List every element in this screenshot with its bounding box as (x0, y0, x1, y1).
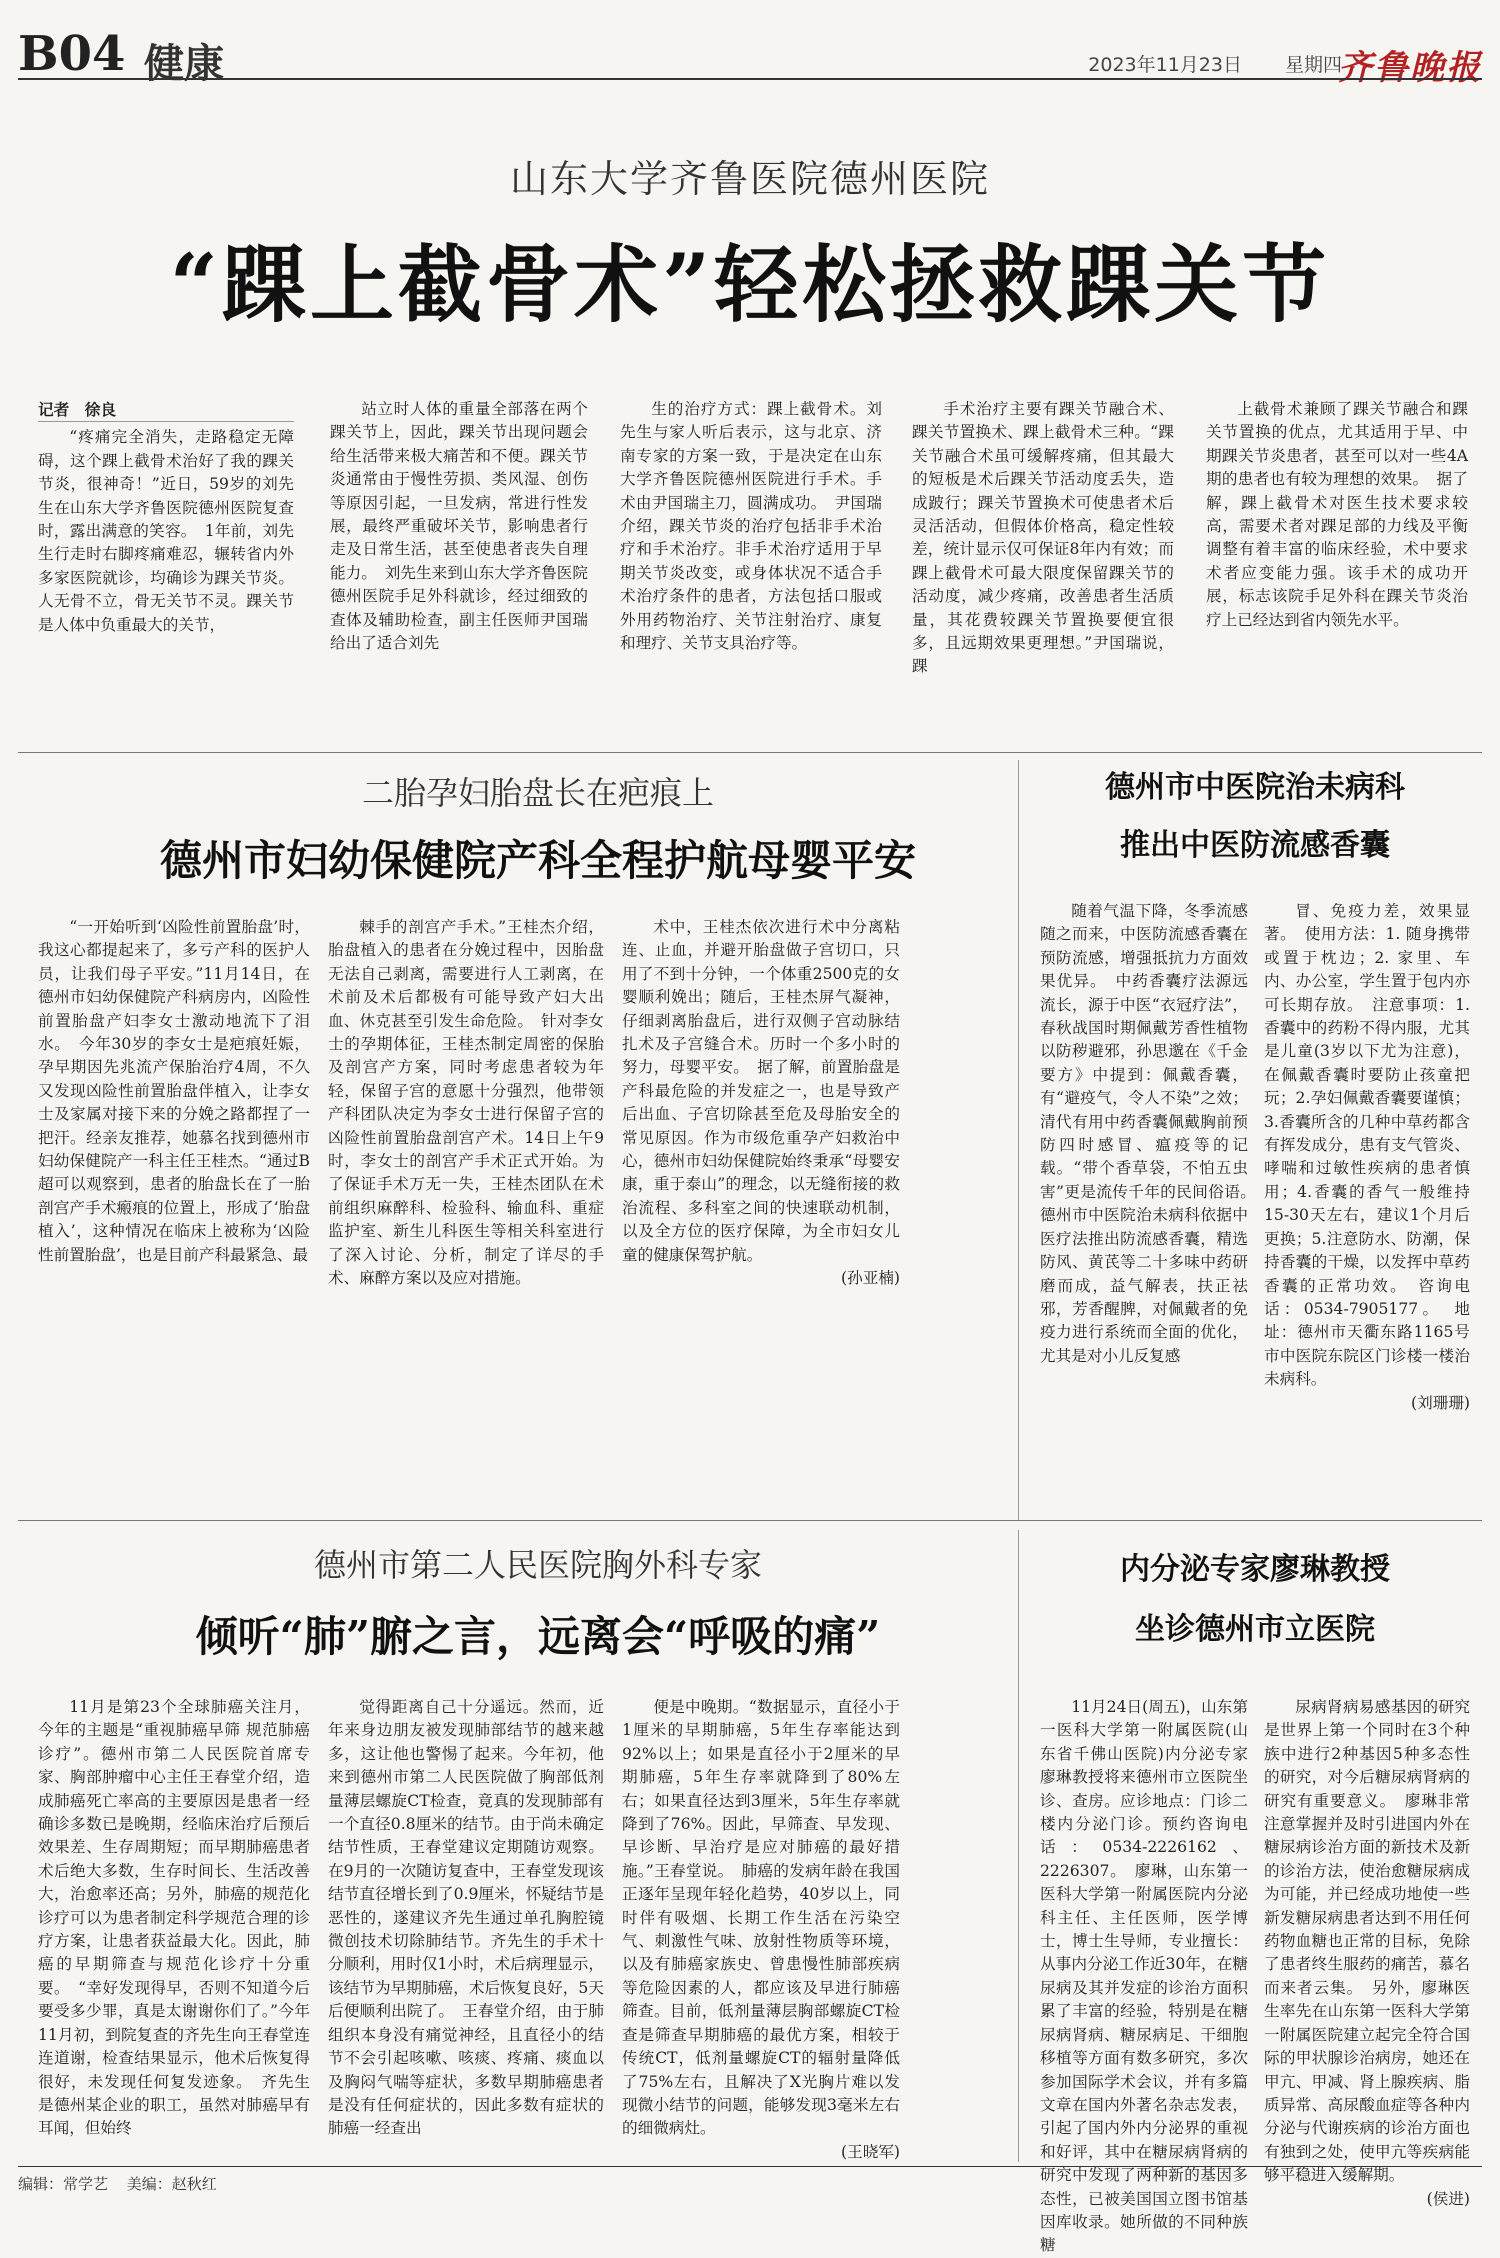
story1-column (38, 398, 294, 746)
story3-author: (刘珊珊) (1411, 1393, 1470, 1412)
story1-column (1206, 398, 1468, 746)
newspaper-logo: 齐鲁晚报 (1338, 48, 1482, 88)
story4-col1-text: 11月是第23个全球肺癌关注月，今年的主题是“重视肺癌早筛 规范肺癌诊疗”。德州市第二人民医院首席专家、胸部肿瘤中心主任王春堂介绍，造成肺癌死亡率高的主要原因是患者一经确诊多数已是晚期，经临床治疗后预后效果差、生存周期短；而早期肺癌患者术后绝大多数，生存时间长、生活改善大，治愈率还高；另外，肺癌的规范化诊疗可以为患者制定科学规范合理的诊疗方案，让患者获益最大化。因此，肺癌的早期筛查与规范化诊疗十分重要。 “幸好发现得早，否则不知道今后要受多少罪，真是太谢谢你们了。”今年11月初，到院复查的齐先生向王春堂连连道谢，检查结果显示，他术后恢复得很好，未发现任何复发迹象。 齐先生是德州某企业的职工，虽然对肺癌早有耳闻，但始终 (38, 1698, 310, 2138)
footer-editor: 编辑：常学艺 (18, 2175, 109, 2193)
footer-designer: 美编：赵秋红 (126, 2175, 217, 2193)
issue-date: 2023年11月23日 (1088, 54, 1242, 76)
story4-column (622, 1696, 900, 2160)
story4-subtitle: 德州市第二人民医院胸外科专家 (313, 1546, 762, 1584)
story2-subtitle: 二胎孕妇胎盘长在疤痕上 (361, 774, 714, 812)
story1-col2-text: 站立时人体的重量全部落在两个踝关节上，因此，踝关节出现问题会给生活带来极大痛苦和不便。踝关节炎通常由于慢性劳损、类风湿、创伤等原因引起，一旦发病，常进行性发展，最终严重破坏关节，影响患者行走及日常生活，甚至使患者丧失自理能力。 刘先生来到山东大学齐鲁医院德州医院手足外科就诊，经过细致的查体及辅助检查，副主任医师尹国瑞给出了适合刘先 (330, 400, 588, 653)
divider (18, 1520, 1482, 1521)
story1-title: “踝上截骨术”轻松拯救踝关节 (169, 235, 1331, 334)
story2-title: 德州市妇幼保健院产科全程护航母婴平安 (159, 836, 916, 885)
story3-column (1040, 900, 1264, 1506)
page-number: B04 (18, 26, 126, 82)
story1-column (620, 398, 882, 746)
story1-byline: 记者 徐良 (38, 398, 294, 422)
story2-col1-text: “一开始听到‘凶险性前置胎盘’时，我这心都提起来了，多亏产科的医护人员，让我们母子平安。”11月14日，在德州市妇幼保健院产科病房内，凶险性前置胎盘产妇李女士激动地流下了泪水。 今年30岁的李女士是疤痕妊娠，孕早期因先兆流产保胎治疗4周，不久又发现凶险性前置胎盘伴植入，让李女士及家属对接下来的分娩之路都捏了一把汗。经亲友推荐，她慕名找到德州市妇幼保健院产一科主任王桂杰。“通过B超可以观察到，患者的胎盘长在了一胎剖宫产手术瘢痕的位置上，形成了‘胎盘植入’，这种情况在临床上被称为‘凶险性前置胎盘’，也是目前产科最紧急、最 (38, 918, 310, 1264)
story5-title-line1: 内分泌专家廖琳教授 (1120, 1552, 1390, 1587)
story4-title: 倾听“肺”腑之言，远离会“呼吸的痛” (195, 1612, 881, 1661)
story1-col5-text: 上截骨术兼顾了踝关节融合和踝关节置换的优点，尤其适用于早、中期踝关节炎患者，甚至可以对一些4A期的患者也有较为理想的效果。 据了解，踝上截骨术对医生技术要求较高，需要术者对踝足部的力线及平衡调整有着丰富的临床经验，术中要求术者应变能力强。该手术的成功开展，标志该院手足外科在踝关节炎治疗上已经达到省内领先水平。 (1206, 400, 1468, 629)
story5-col1-text: 11月24日(周五)，山东第一医科大学第一附属医院(山东省千佛山医院)内分泌专家廖琳教授将来德州市立医院坐诊、查房。应诊地点：门诊二楼内分泌门诊。预约咨询电话：0534-2226162、2226307。 廖琳，山东第一医科大学第一附属医院内分泌科主任、主任医师，医学博士，博士生导师，专业擅长：从事内分泌工作近30年，在糖尿病及其并发症的诊治方面积累了丰富的经验，特别是在糖尿病肾病、糖尿病足、干细胞移植等方面有数多研究，多次参加国际学术会议，并有多篇文章在国内外著名杂志发表，引起了国内外内分泌界的重视和好评，其中在糖尿病肾病的研究中发现了两种新的基因多态性，已被美国国立图书馆基因库收录。她所做的不同种族糖 (1040, 1698, 1248, 2255)
story4-col2-text: 觉得距离自己十分遥远。然而，近年来身边朋友被发现肺部结节的越来越多，这让他也警惕了起来。今年初，他来到德州市第二人民医院做了胸部低剂量薄层螺旋CT检查，竟真的发现肺部有一个直径0.8厘米的结节。由于尚未确定结节性质，王春堂建议定期随访观察。在9月的一次随访复查中，王春堂发现该结节直径增长到了0.9厘米，怀疑结节是恶性的，遂建议齐先生通过单孔胸腔镜微创技术切除肺结节。齐先生的手术十分顺利，用时仅1小时，术后病理显示，该结节为早期肺癌，术后恢复良好，5天后便顺利出院了。 王春堂介绍，由于肺组织本身没有痛觉神经，且直径小的结节不会引起咳嗽、咳痰、疼痛、痰血以及胸闷气喘等症状，多数早期肺癌患者是没有任何症状的，因此多数有症状的肺癌一经查出 (328, 1698, 604, 2138)
story4-col3-text: 便是中晚期。“数据显示，直径小于1厘米的早期肺癌，5年生存率能达到92%以上；如果是直径小于2厘米的早期肺癌，5年生存率就降到了80%左右；如果直径达到3厘米，5年生存率就降到了76%。因此，早筛查、早发现、早诊断、早治疗是应对肺癌的最好措施。”王春堂说。 肺癌的发病年龄在我国正逐年呈现年轻化趋势，40岁以上，同时伴有吸烟、长期工作生活在污染空气、刺激性气味、放射性物质等环境，以及有肺癌家族史、曾患慢性肺部疾病等危险因素的人，都应该及早进行肺癌筛查。目前，低剂量薄层胸部螺旋CT检查是筛查早期肺癌的最优方案，相较于传统CT，低剂量螺旋CT的辐射量降低了75%左右，且解决了X光胸片难以发现微小结节的问题，能够发现3毫米左右的细微病灶。 (622, 1698, 900, 2138)
story2-col3-text: 术中，王桂杰依次进行术中分离粘连、止血，并避开胎盘做子宫切口，只用了不到十分钟，一个体重2500克的女婴顺利娩出；随后，王桂杰屏气凝神，仔细剥离胎盘后，进行双侧子宫动脉结扎术及子宫缝合术。历时一个多小时的努力，母婴平安。 据了解，前置胎盘是产科最危险的并发症之一，也是导致产后出血、子宫切除甚至危及母胎安全的常见原因。作为市级危重孕产妇救治中心，德州市妇幼保健院始终秉承“母婴安康，重于泰山”的理念，以无缝衔接的救治流程、多科室之间的快速联动机制，以及全方位的医疗保障，为全市妇女儿童的健康保驾护航。 (622, 918, 900, 1264)
issue-weekday: 星期四 (1284, 54, 1342, 76)
story2-author: (孙亚楠) (841, 1269, 900, 1288)
story5-column (1264, 1696, 1470, 2208)
story5-title-line2: 坐诊德州市立医院 (1135, 1612, 1375, 1647)
story3-column (1264, 900, 1470, 1506)
story5-col2-text: 尿病肾病易感基因的研究是世界上第一个同时在3个种族中进行2种基因5种多态性的研究，对今后糖尿病肾病的研究有重要意义。 廖琳非常注意掌握并及时引进国内外在糖尿病诊治方面的新技术及新的诊治方法，使治愈糖尿病成为可能，并已经成功地使一些新发糖尿病患者达到不用任何药物血糖也正常的目标，免除了患者终生服药的痛苦，慕名而来者云集。 另外，廖琳医生率先在山东第一医科大学第一附属医院建立起完全符合国际的甲状腺诊治病房，她还在甲亢、甲减、肾上腺疾病、脂质异常、高尿酸血症等各种内分泌与代谢疾病的诊治方面也有独到之处，使甲亢等疾病能够平稳进入缓解期。 (1264, 1698, 1470, 2185)
story3-col1-text: 随着气温下降，冬季流感随之而来，中医防流感香囊在预防流感，增强抵抗力方面效果优异。 中药香囊疗法源远流长，源于中医“衣冠疗法”，春秋战国时期佩戴芳香性植物以防秽避邪，孙思邈在《千金要方》中提到：佩戴香囊，有“避疫气，令人不染”之效；清代有用中药香囊佩戴胸前预防四时感冒、瘟疫等的记载。“带个香草袋，不怕五虫害”更是流传千年的民间俗语。 德州市中医院治未病科依据中医疗法推出防流感香囊，精选防风、黄芪等二十多味中药研磨而成，益气解表，扶正祛邪，芳香醒脾，对佩戴者的免疫力进行系统而全面的优化，尤其是对小儿反复感 (1040, 902, 1264, 1365)
divider (18, 752, 1482, 753)
story3-title-line1: 德州市中医院治未病科 (1105, 770, 1405, 805)
story2-column (38, 916, 310, 1508)
story1-col3-text: 生的治疗方式：踝上截骨术。刘先生与家人听后表示，这与北京、济南专家的方案一致，于是决定在山东大学齐鲁医院德州医院进行手术。手术由尹国瑞主刀，圆满成功。 尹国瑞介绍，踝关节炎的治疗包括非手术治疗和手术治疗。非手术治疗适用于早期关节炎改变，或身体状况不适合手术治疗条件的患者，方法包括口服或外用药物治疗、关节注射治疗、康复和理疗、关节支具治疗等。 (620, 400, 882, 653)
footer-rule (18, 2166, 1482, 2167)
column-divider (1018, 760, 1019, 1520)
section-name: 健康 (144, 41, 224, 87)
story2-column (622, 916, 900, 1508)
story4-column (38, 1696, 310, 2160)
story1-col4-text: 手术治疗主要有踝关节融合术、踝关节置换术、踝上截骨术三种。“踝关节融合术虽可缓解疼痛，但其最大的短板是术后踝关节活动度丢失，造成跛行；踝关节置换术可使患者术后灵活活动，但假体价格高，稳定性较差，统计显示仅可保证8年内有效；而踝上截骨术可最大限度保留踝关节的活动度，减少疼痛，改善患者生活质量，其花费较踝关节置换要便宜很多，且远期效果更理想。”尹国瑞说，踝 (912, 400, 1174, 676)
story5-column (1040, 1696, 1248, 2255)
story4-column (328, 1696, 604, 2160)
story5-author: (侯进) (1426, 2189, 1470, 2208)
story1-subtitle: 山东大学齐鲁医院德州医院 (509, 157, 990, 201)
story1-column (330, 398, 588, 746)
story3-title-line2: 推出中医防流感香囊 (1120, 828, 1390, 863)
page-footer (18, 2173, 231, 2194)
story1-column (912, 398, 1174, 746)
page-header (18, 8, 1482, 88)
story3-col2-text: 冒、免疫力差，效果显著。 使用方法：1. 随身携带或置于枕边；2. 家里、车内、办公室，学生置于包内亦可长期存放。 注意事项：1.香囊中的药粉不得内服，尤其是儿童(3岁以下尤为注意)，在佩戴香囊时要防止孩童把玩；2.孕妇佩戴香囊要谨慎；3.香囊所含的几种中草药都含有挥发成分，患有支气管炎、哮喘和过敏性疾病的患者慎用；4.香囊的香气一般维持15-30天左右，建议1个月后更换；5.注意防水、防潮，保持香囊的干燥，以发挥中草药香囊的正常功效。 咨询电话：0534-7905177。 地址：德州市天衢东路1165号市中医院东院区门诊楼一楼治未病科。 (1264, 902, 1470, 1389)
column-divider (1018, 1530, 1019, 2162)
story1-col1-text: “疼痛完全消失，走路稳定无障碍，这个踝上截骨术治好了我的踝关节炎，很神奇！”近日，59岁的刘先生在山东大学齐鲁医院德州医院复查时，露出满意的笑容。 1年前，刘先生行走时右脚疼痛难忍，辗转省内外多家医院就诊，均确诊为踝关节炎。人无骨不立，骨无关节不灵。踝关节是人体中负重最大的关节， (38, 428, 294, 634)
story2-column (328, 916, 604, 1508)
story2-col2-text: 棘手的剖宫产手术。”王桂杰介绍，胎盘植入的患者在分娩过程中，因胎盘无法自己剥离，需要进行人工剥离，在术前及术后都极有可能导致产妇大出血、休克甚至引发生命危险。 针对李女士的孕期体征，王桂杰制定周密的保胎及剖宫产方案，同时考虑患者较为年轻，保留子宫的意愿十分强烈，他带领产科团队决定为李女士进行保留子宫的凶险性前置胎盘剖宫产术。14日上午9时，李女士的剖宫产手术正式开始。为了保证手术万无一失，王桂杰团队在术前组织麻醉科、检验科、输血科、重症监护室、新生儿科医生等相关科室进行了深入讨论、分析，制定了详尽的手术、麻醉方案以及应对措施。 (328, 918, 604, 1288)
story4-author: (王晓军) (841, 2142, 900, 2161)
header-rule (18, 78, 1482, 80)
